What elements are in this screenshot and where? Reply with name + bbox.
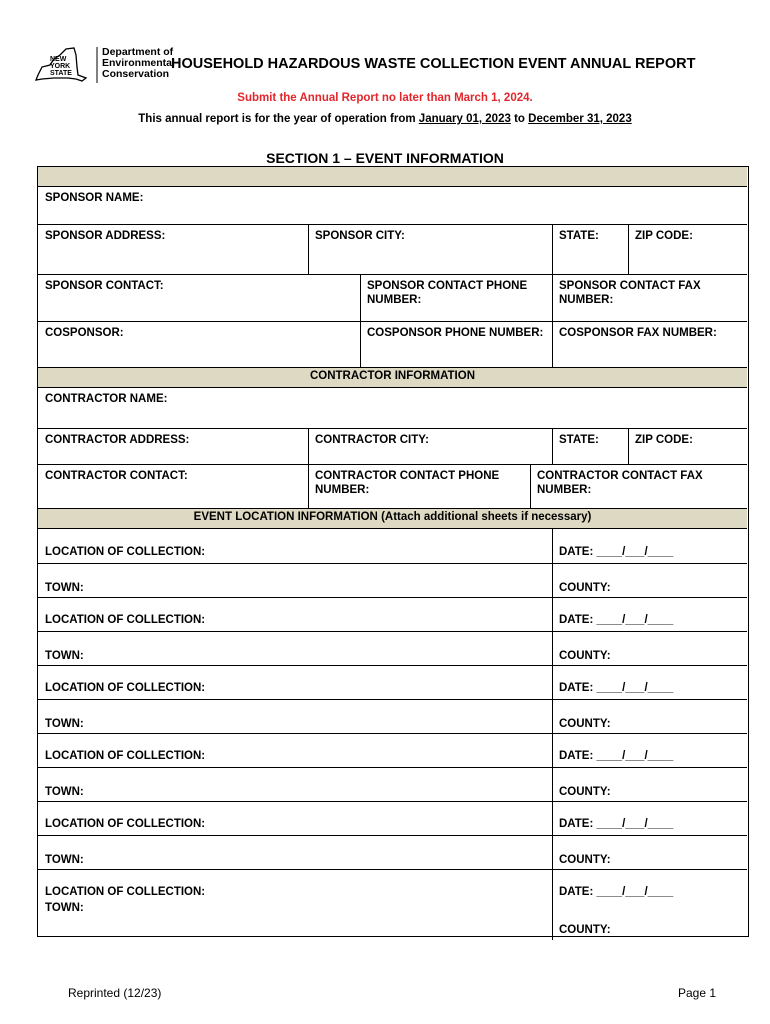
cosponsor-fax-field[interactable] — [552, 322, 747, 367]
location-of-collection-field[interactable] — [38, 541, 552, 563]
date-label: DATE: — [559, 682, 594, 694]
sponsor-contact-phone-field[interactable] — [360, 275, 552, 321]
date-label: DATE: — [559, 546, 594, 558]
section-title: SECTION 1 – EVENT INFORMATION — [266, 150, 504, 166]
contractor-contact-fax-label: CONTRACTOR CONTACT FAX NUMBER: — [537, 470, 703, 496]
logo-dept-line-1: Department of — [102, 46, 174, 58]
date-label: DATE: — [559, 886, 594, 898]
town-field[interactable] — [38, 897, 552, 917]
contractor-city-label: CONTRACTOR CITY: — [315, 434, 429, 446]
cosponsor-phone-field[interactable] — [360, 322, 552, 367]
sponsor-address-field[interactable] — [38, 225, 308, 274]
form-header-strip — [38, 167, 747, 187]
date-blank: ____/___/____ — [596, 750, 674, 762]
town-label: TOWN: — [45, 718, 84, 730]
location-of-collection-label: LOCATION OF COLLECTION: — [45, 818, 206, 830]
contractor-state-field[interactable] — [552, 429, 628, 464]
submission-deadline: Submit the Annual Report no later than March 1, 2024. — [237, 92, 533, 104]
contractor-information-heading — [38, 367, 747, 388]
collection-date-field[interactable] — [552, 745, 747, 767]
county-field[interactable] — [552, 781, 747, 801]
collection-date-field[interactable] — [552, 881, 747, 897]
cosponsor-field[interactable] — [38, 322, 360, 367]
sponsor-contact-fax-field[interactable] — [552, 275, 747, 321]
county-field[interactable] — [552, 849, 747, 869]
collection-date-field[interactable] — [552, 541, 747, 563]
location-of-collection-field[interactable] — [38, 745, 552, 767]
sponsor-contact-label: SPONSOR CONTACT: — [45, 280, 164, 292]
county-label: COUNTY: — [559, 854, 611, 866]
contractor-zip-label: ZIP CODE: — [635, 434, 693, 446]
county-field[interactable] — [552, 919, 747, 939]
date-blank: ____/___/____ — [596, 818, 674, 830]
sponsor-zip-field[interactable] — [628, 225, 747, 274]
collection-date-field[interactable] — [552, 609, 747, 631]
collection-date-field[interactable] — [552, 813, 747, 835]
logo-state-line-3: STATE — [50, 70, 72, 77]
location-of-collection-label: LOCATION OF COLLECTION: — [45, 750, 206, 762]
contractor-contact-label: CONTRACTOR CONTACT: — [45, 470, 188, 482]
event-location-heading-note: (Attach additional sheets if necessary) — [381, 511, 592, 523]
sponsor-zip-label: ZIP CODE: — [635, 230, 693, 242]
cosponsor-fax-label: COSPONSOR FAX NUMBER: — [559, 327, 717, 339]
date-label: DATE: — [559, 614, 594, 626]
location-of-collection-label: LOCATION OF COLLECTION: — [45, 682, 206, 694]
town-field[interactable] — [38, 577, 552, 597]
location-of-collection-label: LOCATION OF COLLECTION: — [45, 614, 206, 626]
sponsor-address-label: SPONSOR ADDRESS: — [45, 230, 166, 242]
event-information-form — [37, 166, 749, 937]
contractor-name-field[interactable] — [38, 388, 747, 428]
town-label: TOWN: — [45, 902, 84, 914]
county-field[interactable] — [552, 577, 747, 597]
logo-state-line-1: NEW — [50, 56, 67, 63]
period-end-date: December 31, 2023 — [528, 113, 632, 125]
contractor-address-label: CONTRACTOR ADDRESS: — [45, 434, 190, 446]
sponsor-name-field[interactable] — [38, 187, 747, 224]
date-blank: ____/___/____ — [596, 682, 674, 694]
contractor-contact-fax-field[interactable] — [530, 465, 747, 508]
date-blank: ____/___/____ — [596, 546, 674, 558]
sponsor-state-label: STATE: — [559, 230, 599, 242]
date-label: DATE: — [559, 750, 594, 762]
county-label: COUNTY: — [559, 786, 611, 798]
sponsor-contact-field[interactable] — [38, 275, 360, 321]
date-label: DATE: — [559, 818, 594, 830]
date-blank: ____/___/____ — [596, 614, 674, 626]
location-of-collection-field[interactable] — [38, 677, 552, 699]
reprint-note: Reprinted (12/23) — [68, 986, 162, 1000]
page-number: Page 1 — [678, 986, 717, 1000]
collection-date-field[interactable] — [552, 677, 747, 699]
period-start-date: January 01, 2023 — [418, 113, 511, 125]
contractor-state-label: STATE: — [559, 434, 599, 446]
cosponsor-phone-label: COSPONSOR PHONE NUMBER: — [367, 327, 544, 339]
reporting-period — [0, 113, 770, 125]
location-of-collection-label: LOCATION OF COLLECTION: — [45, 546, 206, 558]
county-field[interactable] — [552, 645, 747, 665]
logo-dept-line-2: Environmental — [102, 57, 175, 69]
event-location-heading-text: EVENT LOCATION INFORMATION — [193, 511, 378, 523]
contractor-heading-text: CONTRACTOR INFORMATION — [309, 370, 476, 382]
county-label: COUNTY: — [559, 718, 611, 730]
county-label: COUNTY: — [559, 650, 611, 662]
town-label: TOWN: — [45, 650, 84, 662]
town-label: TOWN: — [45, 582, 84, 594]
county-label: COUNTY: — [559, 924, 611, 936]
county-field[interactable] — [552, 713, 747, 733]
town-field[interactable] — [38, 713, 552, 733]
period-mid: to — [514, 113, 525, 125]
location-of-collection-label: LOCATION OF COLLECTION: — [45, 886, 206, 898]
cosponsor-label: COSPONSOR: — [45, 327, 124, 339]
contractor-contact-phone-field[interactable] — [308, 465, 530, 508]
report-title: HOUSEHOLD HAZARDOUS WASTE COLLECTION EVENT ANNUAL REPORT — [171, 56, 696, 72]
town-label: TOWN: — [45, 854, 84, 866]
location-of-collection-field[interactable] — [38, 609, 552, 631]
contractor-zip-field[interactable] — [628, 429, 747, 464]
date-blank: ____/___/____ — [596, 886, 674, 898]
sponsor-contact-phone-label: SPONSOR CONTACT PHONE NUMBER: — [367, 280, 528, 306]
contractor-address-field[interactable] — [38, 429, 308, 464]
sponsor-city-field[interactable] — [308, 225, 552, 274]
sponsor-contact-fax-label: SPONSOR CONTACT FAX NUMBER: — [559, 280, 701, 306]
town-label: TOWN: — [45, 786, 84, 798]
logo-dept-line-3: Conservation — [102, 68, 170, 80]
sponsor-state-field[interactable] — [552, 225, 628, 274]
contractor-contact-phone-label: CONTRACTOR CONTACT PHONE NUMBER: — [315, 470, 500, 496]
location-of-collection-field[interactable] — [38, 813, 552, 835]
sponsor-city-label: SPONSOR CITY: — [315, 230, 405, 242]
town-field[interactable] — [38, 849, 552, 869]
logo-department-text — [102, 47, 175, 80]
sponsor-name-label: SPONSOR NAME: — [45, 192, 144, 204]
location-of-collection-field[interactable] — [38, 881, 552, 897]
period-prefix: This annual report is for the year of operation from — [138, 113, 416, 125]
town-field[interactable] — [38, 781, 552, 801]
contractor-contact-field[interactable] — [38, 465, 308, 508]
contractor-city-field[interactable] — [308, 429, 552, 464]
contractor-name-label: CONTRACTOR NAME: — [45, 393, 168, 405]
county-label: COUNTY: — [559, 582, 611, 594]
event-location-heading — [38, 508, 747, 529]
town-field[interactable] — [38, 645, 552, 665]
logo-state-line-2: YORK — [50, 63, 71, 70]
